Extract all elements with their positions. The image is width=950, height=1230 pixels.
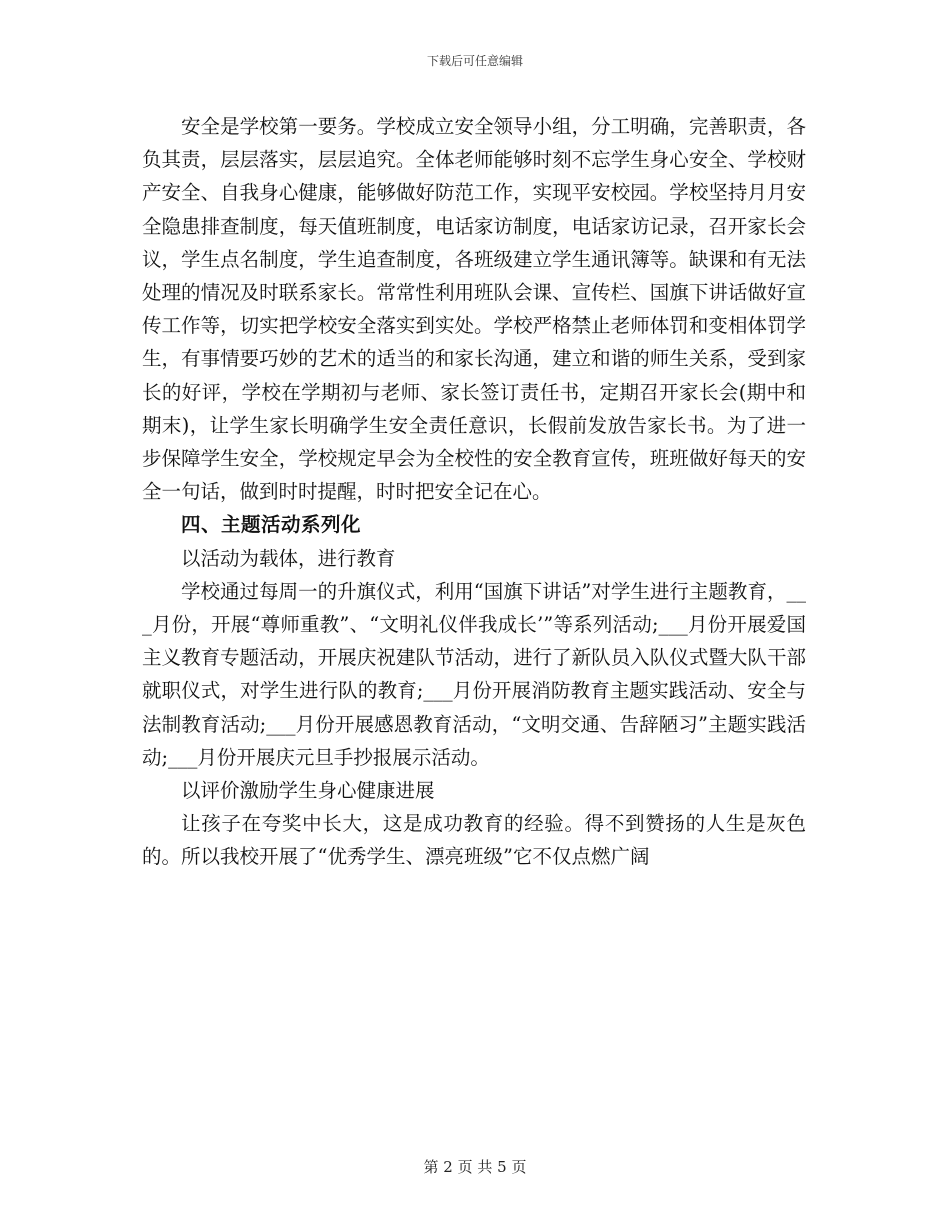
section-heading-theme-activities: 四、主题活动系列化 [181, 513, 362, 537]
paragraph-safety: 安全是学校第一要务。学校成立安全领导小组，分工明确，完善职责，各负其责，层层落实，层层追究。全体老师能够时刻不忘学生身心安全、学校财产安全、自我身心健康，能够做好防范工作，实现平安校园。学校坚持月月安全隐患排查制度，每天值班制度，电话家访制度，电话家访记录，召开家长会议，学生点名制度，学生追查制度，各班级建立学生通讯簿等。缺课和有无法处理的情况及时联系家长。常常性利用班队会课、宣传栏、国旗下讲话做好宣传工作等，切实把学校安全落实到实处。学校严格禁止老师体罚和变相体罚学生，有事情要巧妙的艺术的适当的和家长沟通，建立和谐的师生关系，受到家长的好评，学校在学期初与老师、家长签订责任书，定期召开家长会(期中和期末)，让学生家长明确学生安全责任意识，长假前发放告家长书。为了进一步保障学生安全，学校规定早会为全校性的安全教育宣传，班班做好每天的安全一句话，做到时时提醒，时时把安全记在心。 [142, 115, 806, 504]
subheading-evaluation: 以评价激励学生身心健康进展 [181, 779, 435, 803]
page-header: 下载后可任意编辑 [426, 54, 523, 68]
paragraph-activities: 学校通过每周一的升旗仪式，利用“国旗下讲话”对学生进行主题教育，___月份，开展“尊师重教”、“文明礼仪伴我成长’”等系列活动;___月份开展爱国主义教育专题活动，开展庆祝建队节活动，进行了新队员入队仪式暨大队干部就职仪式，对学生进行队的教育;___月份开展消防教育主题实践活动、安全与法制教育活动;___月份开展感恩教育活动，“文明交通、告辞陋习”主题实践活动;___月份开展庆元旦手抄报展示活动。 [142, 579, 806, 769]
paragraph-praise: 让孩子在夸奖中长大，这是成功教育的经验。得不到赞扬的人生是灰色的。所以我校开展了“优秀学生、漂亮班级”它不仅点燃广阔 [142, 812, 806, 869]
subheading-activities-carrier: 以活动为载体，进行教育 [181, 546, 396, 570]
document-body [142, 110, 806, 874]
page-footer: 第 2 页 共 5 页 [423, 1158, 527, 1176]
